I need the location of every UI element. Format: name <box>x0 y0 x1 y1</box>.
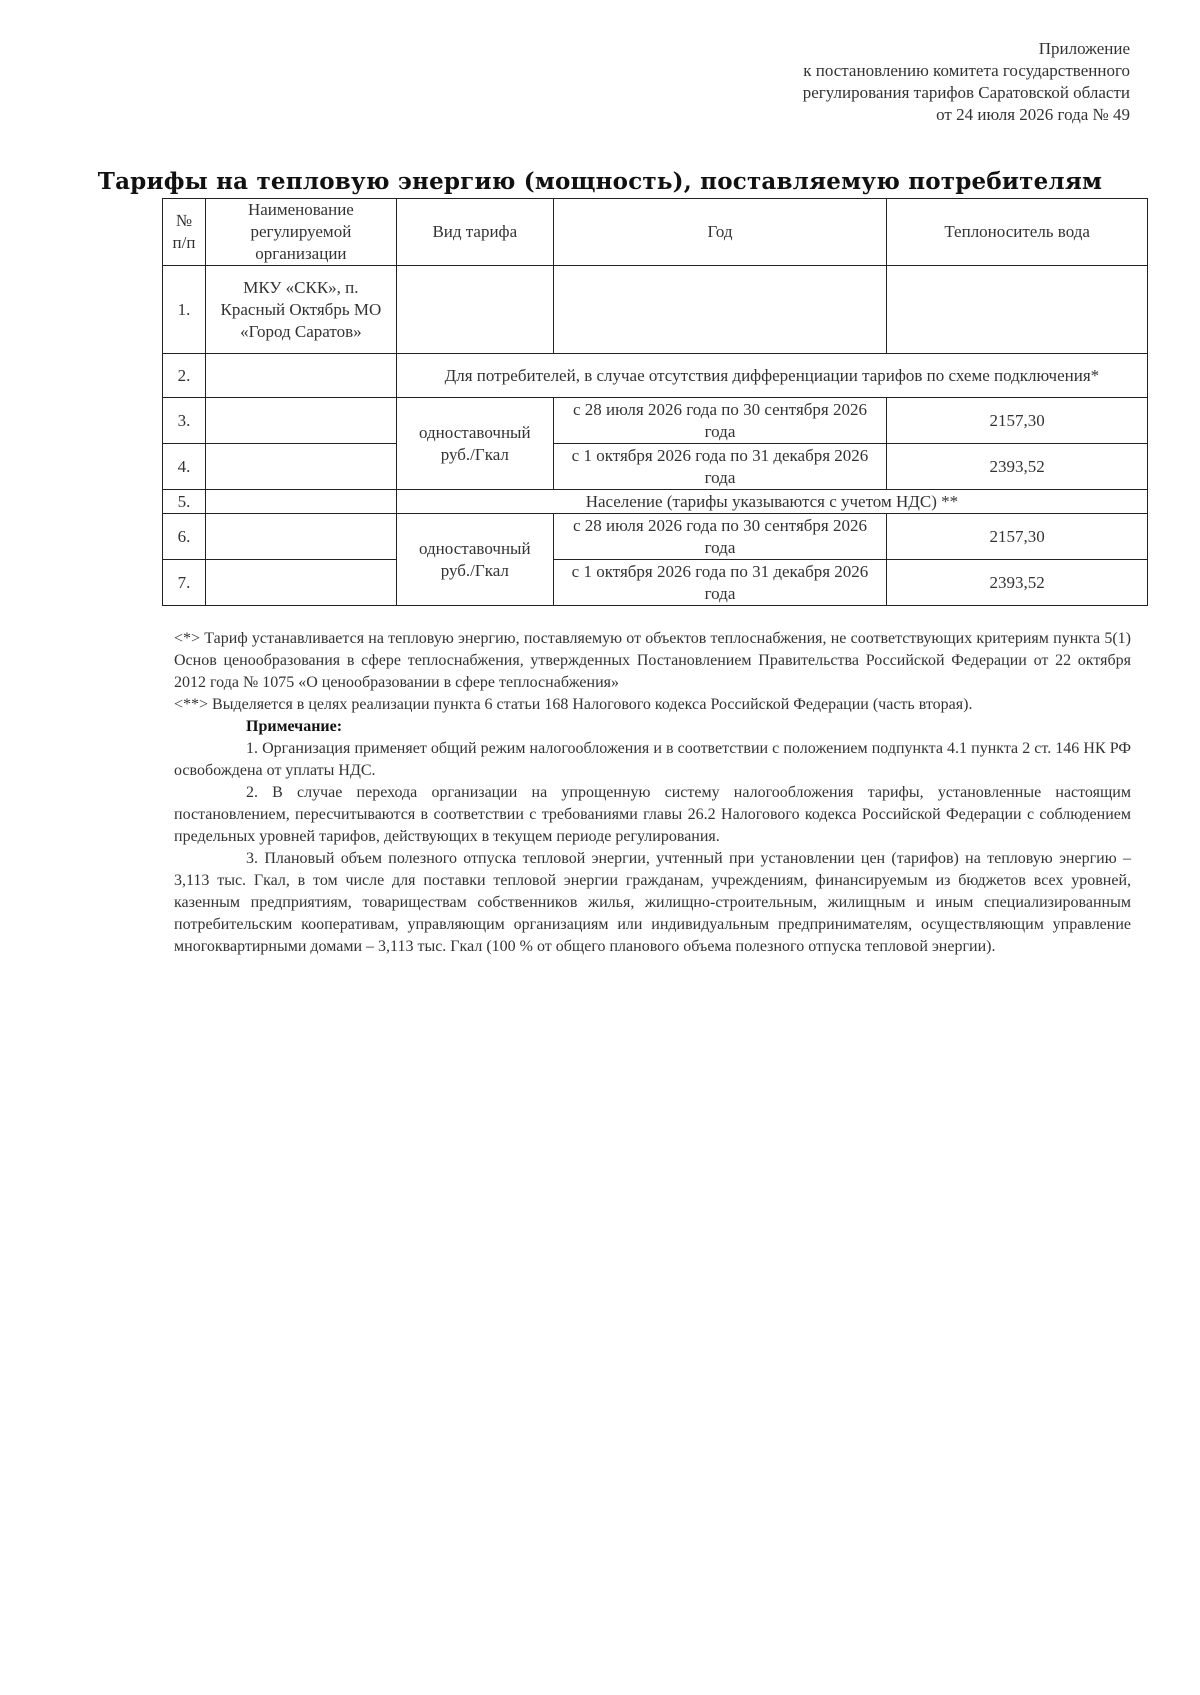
tariff-table <box>162 198 1148 606</box>
empty-cell <box>205 444 396 490</box>
tariff-value: 2393,52 <box>887 444 1148 490</box>
empty-cell <box>205 514 396 560</box>
population-group-label: Население (тарифы указываются с учетом НДС) ** <box>396 490 1147 514</box>
empty-cell <box>205 398 396 444</box>
tariff-period: с 1 октября 2026 года по 31 декабря 2026 года <box>553 444 887 490</box>
note-item-1: 1. Организация применяет общий режим налогообложения и в соответствии с положением подпункта 4.1 пункта 2 ст. 146 НК РФ освобождена от уплаты НДС. <box>174 740 1131 779</box>
table-row <box>163 354 1148 398</box>
table-row <box>163 444 1148 490</box>
empty-cell <box>205 490 396 514</box>
table-row <box>163 514 1148 560</box>
row-number: 4. <box>163 444 206 490</box>
empty-cell <box>887 266 1148 354</box>
tariff-value: 2393,52 <box>887 560 1148 606</box>
consumer-group-label: Для потребителей, в случае отсутствия дифференциации тарифов по схеме подключения* <box>396 354 1147 398</box>
header-carrier: Теплоноситель вода <box>887 199 1148 266</box>
row-number: 5. <box>163 490 206 514</box>
table-row <box>163 266 1148 354</box>
empty-cell <box>205 354 396 398</box>
empty-cell <box>553 266 887 354</box>
empty-cell <box>396 266 553 354</box>
note-item-2: 2. В случае перехода организации на упрощенную систему налогообложения тарифы, установленные настоящим постановлением, пересчитываются в соответствии с требованиями главы 26.2 Налогового кодекса Российской Федерации с соблюдением предельных уровней тарифов, действующих в текущем периоде регулирования. <box>174 784 1131 845</box>
table-row <box>163 398 1148 444</box>
document-title: Тарифы на тепловую энергию (мощность), поставляемую потребителям <box>97 168 1103 195</box>
table-header-row <box>163 199 1148 266</box>
header-type: Вид тарифа <box>396 199 553 266</box>
row-number: 6. <box>163 514 206 560</box>
row-number: 2. <box>163 354 206 398</box>
notes-heading: Примечание: <box>246 718 343 735</box>
row-number: 3. <box>163 398 206 444</box>
tariff-value: 2157,30 <box>887 514 1148 560</box>
tariff-value: 2157,30 <box>887 398 1148 444</box>
empty-cell <box>205 560 396 606</box>
header-line-date: от 24 июля 2026 года № 49 <box>936 105 1130 124</box>
header-line-committee: регулирования тарифов Саратовской области <box>802 83 1130 102</box>
header-year: Год <box>553 199 887 266</box>
tariff-type: одноставочный руб./Гкал <box>396 398 553 490</box>
table-row <box>163 490 1148 514</box>
note-item-3: 3. Плановый объем полезного отпуска тепловой энергии, учтенный при установлении цен (тарифов) на тепловую энергию – 3,113 тыс. Гкал, в том числе для поставки тепловой энергии гражданам, учреждениям, финансируемым из бюджетов всех уровней, казенным предприятиям, товариществам собственников жилья, жилищно-строительным, жилищным и иным специализированным потребительским кооперативам, управляющим организациям или индивидуальным предпринимателям, осуществляющим управление многоквартирными домами – 3,113 тыс. Гкал (100 % от общего планового объема полезного отпуска тепловой энергии). <box>174 850 1131 955</box>
footnote-1: <*> Тариф устанавливается на тепловую энергию, поставляемую от объектов теплоснабжения, не соответствующих критериям пункта 5(1) Основ ценообразования в сфере теплоснабжения, утвержденных Постановлением Правительства Российской Федерации от 22 октября 2012 года № 1075 «О ценообразовании в сфере теплоснабжения» <box>174 630 1131 691</box>
header-line-resolution: к постановлению комитета государственного <box>803 61 1130 80</box>
header-line-appendix: Приложение <box>1038 39 1130 58</box>
table-row <box>163 560 1148 606</box>
footnote-2: <**> Выделяется в целях реализации пункта 6 статьи 168 Налогового кодекса Российской Федерации (часть вторая). <box>174 696 973 713</box>
tariff-period: с 28 июля 2026 года по 30 сентября 2026 года <box>553 398 887 444</box>
tariff-period: с 28 июля 2026 года по 30 сентября 2026 года <box>553 514 887 560</box>
header-num: № п/п <box>163 199 206 266</box>
row-number: 7. <box>163 560 206 606</box>
row-number: 1. <box>163 266 206 354</box>
tariff-type: одноставочный руб./Гкал <box>396 514 553 606</box>
document-header <box>803 38 1130 126</box>
organization-name: МКУ «СКК», п. Красный Октябрь МО «Город Саратов» <box>205 266 396 354</box>
header-org: Наименование регулируемой организации <box>205 199 396 266</box>
tariff-period: с 1 октября 2026 года по 31 декабря 2026 года <box>553 560 887 606</box>
notes-section <box>174 628 1131 958</box>
